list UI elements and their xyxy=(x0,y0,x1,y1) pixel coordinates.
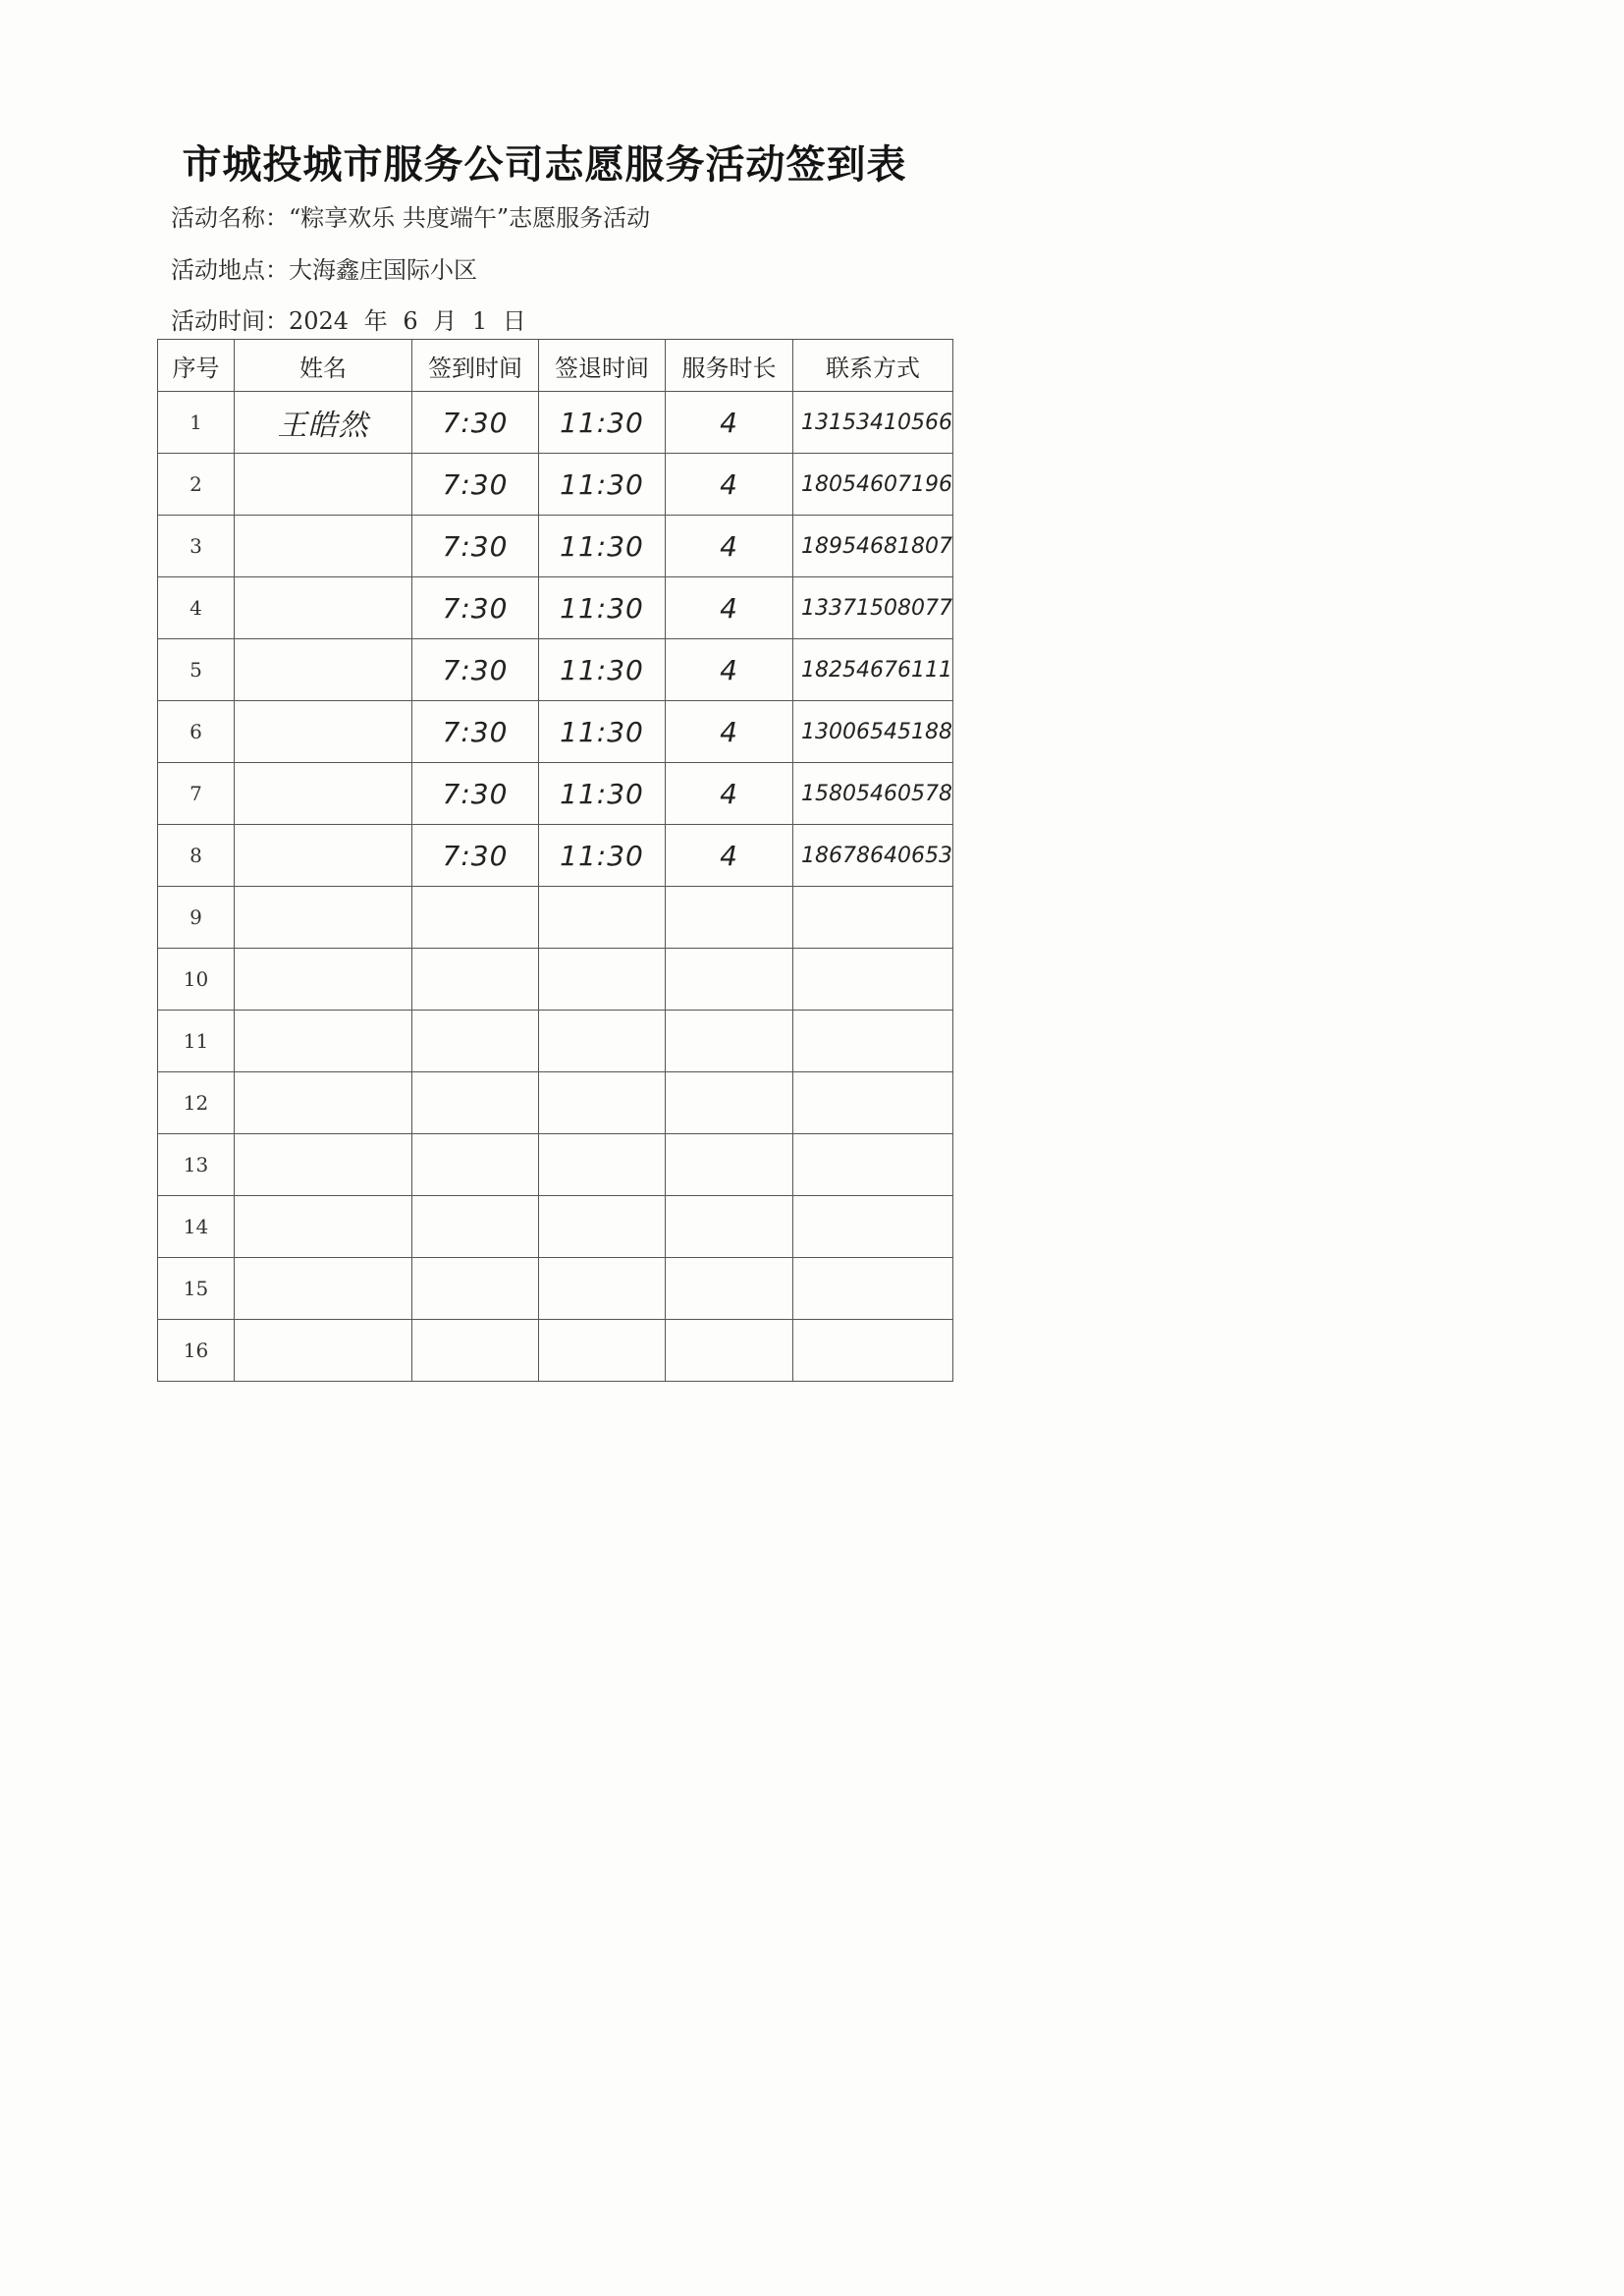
activity-place-label: 活动地点： xyxy=(171,256,289,284)
cell-sign-in: 7:30 xyxy=(412,577,539,639)
cell-name xyxy=(235,577,412,639)
cell-name xyxy=(235,1320,412,1382)
cell-sign-out xyxy=(539,1072,666,1134)
cell-hours: 4 xyxy=(666,516,793,577)
cell-hours xyxy=(666,949,793,1011)
cell-phone: 18954681807 xyxy=(793,516,953,577)
cell-no: 5 xyxy=(158,639,235,701)
cell-sign-in: 7:30 xyxy=(412,392,539,454)
cell-hours xyxy=(666,1320,793,1382)
cell-no: 8 xyxy=(158,825,235,887)
cell-hours xyxy=(666,1134,793,1196)
activity-name-line xyxy=(171,198,650,233)
table-row xyxy=(158,516,953,577)
cell-hours: 4 xyxy=(666,701,793,763)
cell-sign-out: 11:30 xyxy=(539,577,666,639)
activity-time-label: 活动时间： xyxy=(171,307,289,335)
cell-hours: 4 xyxy=(666,392,793,454)
cell-phone xyxy=(793,949,953,1011)
cell-sign-out: 11:30 xyxy=(539,701,666,763)
cell-sign-in xyxy=(412,1196,539,1258)
cell-no: 2 xyxy=(158,454,235,516)
cell-name xyxy=(235,1072,412,1134)
cell-no: 3 xyxy=(158,516,235,577)
cell-sign-out xyxy=(539,1196,666,1258)
table-row xyxy=(158,763,953,825)
cell-phone xyxy=(793,1320,953,1382)
cell-name xyxy=(235,516,412,577)
cell-no: 14 xyxy=(158,1196,235,1258)
table-row xyxy=(158,701,953,763)
cell-hours: 4 xyxy=(666,825,793,887)
cell-name xyxy=(235,949,412,1011)
cell-name xyxy=(235,701,412,763)
table-row xyxy=(158,949,953,1011)
cell-sign-in: 7:30 xyxy=(412,516,539,577)
cell-hours: 4 xyxy=(666,577,793,639)
cell-phone: 13006545188 xyxy=(793,701,953,763)
cell-sign-in: 7:30 xyxy=(412,639,539,701)
cell-hours: 4 xyxy=(666,454,793,516)
cell-hours xyxy=(666,1011,793,1072)
table-row xyxy=(158,639,953,701)
header-cell-name: 姓名 xyxy=(235,340,412,392)
cell-sign-out xyxy=(539,1258,666,1320)
header-cell-sign-in: 签到时间 xyxy=(412,340,539,392)
table-row xyxy=(158,1011,953,1072)
header-cell-phone: 联系方式 xyxy=(793,340,953,392)
table-header-row xyxy=(158,340,953,392)
cell-sign-out: 11:30 xyxy=(539,763,666,825)
cell-name xyxy=(235,454,412,516)
cell-no: 16 xyxy=(158,1320,235,1382)
cell-hours: 4 xyxy=(666,639,793,701)
cell-no: 6 xyxy=(158,701,235,763)
cell-name xyxy=(235,887,412,949)
cell-phone xyxy=(793,1072,953,1134)
cell-sign-in xyxy=(412,1320,539,1382)
cell-phone: 13153410566 xyxy=(793,392,953,454)
activity-time-line xyxy=(171,301,526,336)
cell-hours xyxy=(666,1196,793,1258)
activity-name-label: 活动名称： xyxy=(171,204,289,232)
activity-place-line xyxy=(171,250,477,285)
cell-name: 王皓然 xyxy=(235,392,412,454)
table-row xyxy=(158,1320,953,1382)
cell-sign-out xyxy=(539,887,666,949)
table-row xyxy=(158,454,953,516)
header-cell-sign-out: 签退时间 xyxy=(539,340,666,392)
cell-sign-out: 11:30 xyxy=(539,392,666,454)
table-row xyxy=(158,577,953,639)
cell-name xyxy=(235,825,412,887)
cell-phone xyxy=(793,1196,953,1258)
cell-sign-out xyxy=(539,1011,666,1072)
table-row xyxy=(158,392,953,454)
cell-sign-out: 11:30 xyxy=(539,825,666,887)
cell-no: 12 xyxy=(158,1072,235,1134)
cell-sign-in xyxy=(412,887,539,949)
activity-place-value: 大海鑫庄国际小区 xyxy=(289,256,477,284)
cell-phone xyxy=(793,887,953,949)
cell-no: 4 xyxy=(158,577,235,639)
cell-sign-in xyxy=(412,1134,539,1196)
cell-phone xyxy=(793,1134,953,1196)
cell-name xyxy=(235,1196,412,1258)
cell-sign-out: 11:30 xyxy=(539,454,666,516)
cell-sign-out xyxy=(539,1134,666,1196)
table-row xyxy=(158,1258,953,1320)
cell-sign-in: 7:30 xyxy=(412,701,539,763)
cell-phone: 15805460578 xyxy=(793,763,953,825)
cell-no: 10 xyxy=(158,949,235,1011)
cell-hours xyxy=(666,887,793,949)
header-cell-no: 序号 xyxy=(158,340,235,392)
cell-no: 11 xyxy=(158,1011,235,1072)
cell-sign-in xyxy=(412,1011,539,1072)
cell-hours: 4 xyxy=(666,763,793,825)
page-title: 市城投城市服务公司志愿服务活动签到表 xyxy=(182,141,907,188)
cell-sign-in xyxy=(412,1258,539,1320)
cell-sign-out: 11:30 xyxy=(539,639,666,701)
cell-sign-in xyxy=(412,1072,539,1134)
cell-hours xyxy=(666,1072,793,1134)
cell-name xyxy=(235,639,412,701)
activity-time-value: 2024 年 6 月 1 日 xyxy=(289,307,526,335)
cell-no: 9 xyxy=(158,887,235,949)
cell-no: 7 xyxy=(158,763,235,825)
cell-sign-out xyxy=(539,949,666,1011)
cell-no: 15 xyxy=(158,1258,235,1320)
header-cell-hours: 服务时长 xyxy=(666,340,793,392)
cell-phone: 18254676111 xyxy=(793,639,953,701)
cell-phone xyxy=(793,1011,953,1072)
cell-hours xyxy=(666,1258,793,1320)
cell-name xyxy=(235,1011,412,1072)
cell-name xyxy=(235,1258,412,1320)
sign-in-sheet-page xyxy=(0,0,1089,1540)
cell-phone: 13371508077 xyxy=(793,577,953,639)
table-row xyxy=(158,1072,953,1134)
table-row xyxy=(158,1134,953,1196)
cell-no: 1 xyxy=(158,392,235,454)
cell-sign-in: 7:30 xyxy=(412,763,539,825)
cell-phone: 18678640653 xyxy=(793,825,953,887)
cell-sign-out xyxy=(539,1320,666,1382)
cell-sign-out: 11:30 xyxy=(539,516,666,577)
table-row xyxy=(158,825,953,887)
activity-name-value: “粽享欢乐 共度端午”志愿服务活动 xyxy=(289,204,651,232)
cell-phone xyxy=(793,1258,953,1320)
table-row xyxy=(158,1196,953,1258)
cell-name xyxy=(235,763,412,825)
cell-sign-in xyxy=(412,949,539,1011)
cell-sign-in: 7:30 xyxy=(412,454,539,516)
table-row xyxy=(158,887,953,949)
cell-name xyxy=(235,1134,412,1196)
sign-in-table xyxy=(157,339,953,1382)
cell-no: 13 xyxy=(158,1134,235,1196)
cell-sign-in: 7:30 xyxy=(412,825,539,887)
cell-phone: 18054607196 xyxy=(793,454,953,516)
